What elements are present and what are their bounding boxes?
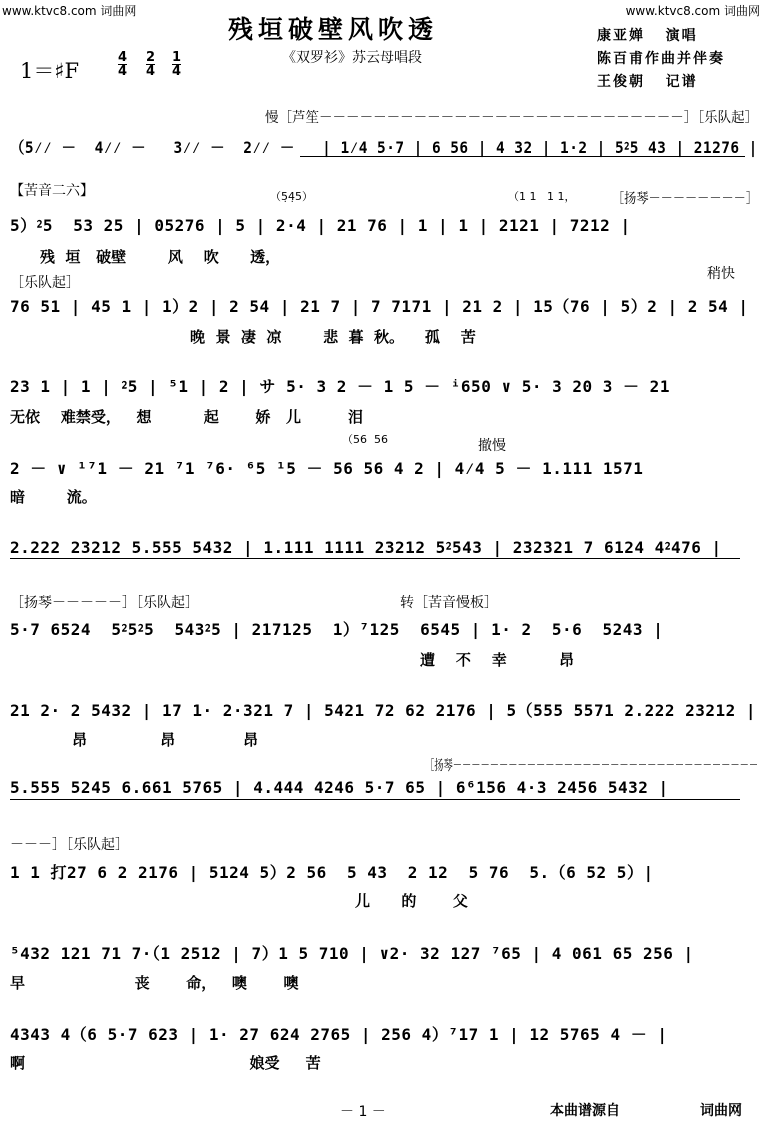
time-signature-2-4: 2 4 (146, 50, 156, 79)
lyrics-line-8: 昂 昂 昂 (72, 731, 258, 749)
time-signature-4-4: 4 4 (118, 50, 128, 79)
site-watermark-right: www.ktvc8.com 词曲网 (625, 4, 760, 18)
instrument-mark: －－－］［乐队起］ (10, 837, 129, 853)
song-title: 残垣破壁风吹透 (228, 15, 439, 44)
lyrics-line-5: 暗 流。 (10, 488, 97, 506)
notation-line-3: 76 51 | 45 1 | 1）2 | 2 54 | 21 7 | 7 7171 | 21 2 | 15（76 | 5）2 | 2 54 | (10, 297, 749, 316)
lyrics-line-12: 啊 娘受 苦 (10, 1054, 321, 1072)
notation-line-10: 1 1 打27 6 2 2176 | 5124 5）2 56 5 43 2 12 5 76 5.（6 52 5）| (10, 863, 654, 882)
notation-line-7: 5·7 6524 5⁲5⁲5 543⁲5 | 217125 1）⁷125 6545 | 1· 2 5·6 5243 | (10, 620, 664, 639)
instrument-mark: ［扬琴－－－－－－－－］ (612, 191, 758, 207)
lyrics-line-2: 残 垣 破壁 风 吹 透， (40, 248, 281, 266)
tempo-mark: 撤慢 (478, 438, 506, 454)
key-signature: 1＝♯F (20, 59, 80, 83)
credit-notation: 王俊朝 记谱 (597, 74, 698, 90)
instrument-mark: ［扬琴－－－－－］［乐队起］ (10, 595, 199, 611)
beam-line (300, 156, 745, 157)
beam-line (10, 799, 740, 800)
notation-line-11: ⁵432 121 71 7·（1 2512 | 7）1 5 710 | ∨2· 32 127 ⁷65 | 4 061 65 256 | (10, 944, 694, 963)
source-note: 本曲谱源自 (550, 1103, 620, 1119)
source-site: 词曲网 (700, 1103, 742, 1119)
lyrics-line-3: 晚 景 凄 凉 悲 暮 秋。 孤 苦 (190, 328, 476, 346)
notation-line-1: （5⁄⁄ － 4⁄⁄ － 3⁄⁄ － 2⁄⁄ － | 1⁄4 5·7 | 6 56 | 4 32 | 1·2 | 5⁲5 43 | 21276 | (10, 138, 758, 157)
time-signature-1-4: 1 4 (172, 50, 182, 79)
notation-line-8: 21 2· 2 5432 | 17 1· 2·321 7 | 5421 72 62 2176 | 5（555 5571 2.222 23212 | (10, 701, 757, 720)
notation-line-12: 4343 4（6 5·7 623 | 1· 27 624 2765 | 256 4）⁷17 1 | 12 5765 4 － | (10, 1025, 668, 1044)
section-mark: 转［苦音慢板］ (400, 595, 498, 611)
section-mark: 【苦音二六】 (10, 183, 94, 199)
performance-mark: 慢［芦笙－－－－－－－－－－－－－－－－－－－－－－－－－－－］［乐队起］ (265, 110, 759, 126)
notation-line-6: 2.222 23212 5.555 5432 | 1.111 1111 23212 5⁲543 | 232321 7 6124 4⁲476 | (10, 538, 722, 557)
notation-line-5: 2 － ∨ ¹⁷1 － 21 ⁷1 ⁷6· ⁶5 ¹5 － 56 56 4 2 | 4⁄4 5 － 1.111 1571 (10, 459, 644, 478)
notation-line-2: 5）⁲5 53 25 | 05276 | 5 | 2·4 | 21 76 | 1 | 1 | 2121 | 7212 | (10, 216, 631, 235)
tempo-mark: 稍快 (707, 266, 735, 282)
section-mark: ［乐队起］ (10, 275, 80, 291)
lyrics-line-11: 早 丧 命， 噢 噢 (10, 974, 299, 992)
instrument-mark: ［扬琴－－－－－－－－－－－－－－－－－－－－－－－－－－－－－－－－－ (425, 758, 759, 774)
lyrics-line-10: 儿 的 父 (355, 892, 468, 910)
lyrics-line-7: 遭 不 幸 昂 (420, 651, 574, 669)
credit-composer: 陈百甫作曲并伴奏 (597, 51, 725, 67)
song-subtitle: 《双罗衫》苏云母唱段 (282, 50, 422, 66)
credit-singer: 康亚婵 演唱 (597, 28, 698, 44)
lyrics-line-4: 无依 难禁受， 想 起 娇 儿 泪 (10, 408, 363, 426)
site-watermark-left: www.ktvc8.com 词曲网 (2, 4, 137, 18)
ornament-mark: （56 56 (342, 433, 388, 446)
ornament-mark: （5̣4̣5） (270, 190, 313, 203)
page-number: － 1 － (340, 1104, 386, 1120)
ornament-mark: （1 1 1 1， (508, 190, 576, 203)
notation-line-4: 23 1 | 1 | ⁲5 | ⁵1 | 2 | サ 5· 3 2 － 1 5 － ⁱ650 ∨ 5· 3 20 3 － 21 (10, 377, 670, 396)
beam-line (10, 558, 740, 559)
notation-line-9: 5.555 5245 6.661 5765 | 4.444 4246 5·7 65 | 6⁶156 4·3 2456 5432 | (10, 778, 669, 797)
